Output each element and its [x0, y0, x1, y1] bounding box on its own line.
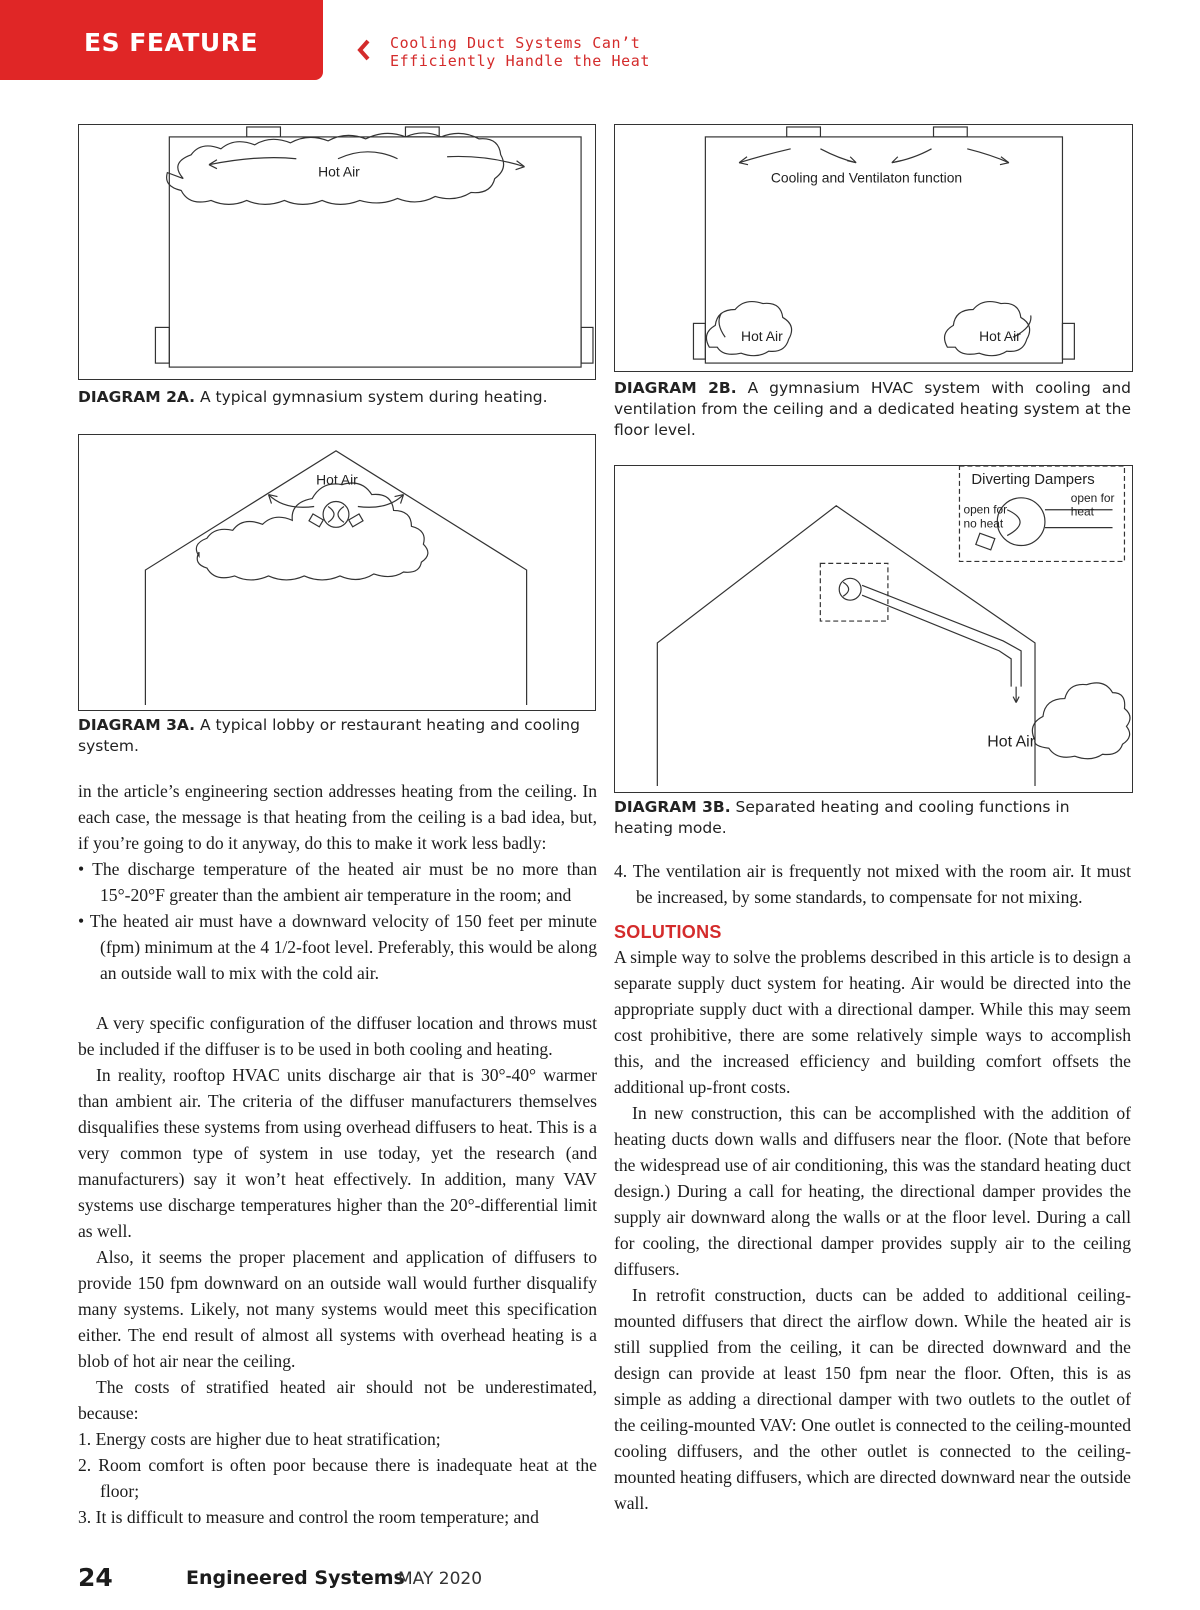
diagram-2a-hot-air-label: Hot Air	[318, 163, 360, 180]
caption-2a-text: A typical gymnasium system during heating.	[195, 388, 548, 406]
caption-3b-text: Separated heating and cooling functions in heating mode.	[614, 798, 1070, 837]
diagram-3b-open-heat-1: open for	[1070, 490, 1115, 505]
diagram-3b-open-noheat-2: no heat	[963, 516, 1004, 531]
issue-date: MAY 2020	[398, 1569, 483, 1589]
diagram-2a-drawing	[79, 125, 595, 379]
left-paragraph-1: in the article’s engineering section addresses heating from the ceiling. In each case, the message is that heating from the ceiling is a bad idea, but, if you’re going to do it anyway, do this to make it work less badly:	[78, 781, 597, 853]
breadcrumb-line-1: Cooling Duct Systems Can’t	[390, 34, 641, 52]
list-item-2: 2. Room comfort is often poor because there is inadequate heat at the floor;	[78, 1455, 597, 1501]
diagram-3a-drawing	[79, 435, 595, 710]
caption-2b-label: DIAGRAM 2B.	[614, 379, 737, 397]
breadcrumb-line-2: Efficiently Handle the Heat	[390, 52, 651, 70]
caption-2a-label: DIAGRAM 2A.	[78, 388, 196, 406]
diagram-2a	[78, 124, 596, 380]
diagram-3a-caption	[78, 715, 598, 757]
list-item-1: 1. Energy costs are higher due to heat stratification;	[78, 1429, 441, 1449]
diagram-3b-drawing	[615, 466, 1132, 792]
diagram-2b-hot-air-right: Hot Air	[979, 328, 1021, 345]
caption-3b-label: DIAGRAM 3B.	[614, 798, 731, 816]
diagram-3b-open-heat-2: heat	[1070, 504, 1094, 519]
diagram-2b-drawing	[615, 125, 1132, 371]
left-paragraph-2: A very specific configuration of the diffuser location and throws must be included if the diffuser is to be used in both cooling and heating.	[78, 1013, 597, 1059]
bullet-2: • The heated air must have a downward velocity of 150 feet per minute (fpm) minimum at the 4 1/2-foot level. Preferably, this would be along an outside wall to mix with the cold air.	[78, 911, 597, 983]
diagram-2b-caption	[614, 378, 1131, 441]
page-number: 24	[78, 1563, 113, 1592]
left-paragraph-3: In reality, rooftop HVAC units discharge air that is 30°-40° warmer than ambient air. The criteria of the diffuser manufacturers themselves disqualifies these systems from using overhead diffusers to heat. This is a very common type of system in use today, yet the research (and manufacturers) say it won’t heat effectively. In addition, many VAV systems use discharge temperatures higher than the 20°-differential limit as well.	[78, 1065, 597, 1241]
solutions-heading: SOLUTIONS	[614, 922, 722, 942]
diagram-2b	[614, 124, 1133, 372]
diagram-3a-hot-air-label: Hot Air	[316, 471, 358, 488]
left-paragraph-5: The costs of stratified heated air should not be underestimated, because:	[78, 1377, 597, 1423]
diagram-3b-title: Diverting Dampers	[971, 471, 1095, 488]
caption-2b-text: A gymnasium HVAC system with cooling and ventilation from the ceiling and a dedicated heating system at the floor level.	[614, 379, 1131, 439]
caption-3a-text: A typical lobby or restaurant heating and cooling system.	[78, 716, 580, 755]
list-item-4: 4. The ventilation air is frequently not mixed with the room air. It must be increased, by some standards, to compensate for not mixing.	[614, 861, 1131, 907]
right-paragraph-3: In retrofit construction, ducts can be added to additional ceiling-mounted diffusers that direct the airflow down. While the heated air is still supplied from the ceiling, it can be directed downward and the design can provide at least 150 fpm near the floor. Often, this is as simple as adding a directional damper with two outlets to the outlet of the ceiling-mounted VAV: One outlet is connected to the ceiling-mounted cooling diffusers, and the other outlet is connected to the ceiling-mounted heating diffusers, which are directed downward near the outside wall.	[614, 1285, 1131, 1513]
diagram-2a-caption	[78, 387, 598, 408]
diagram-3b-open-noheat-1: open for	[963, 502, 1008, 517]
diagram-2b-title: Cooling and Ventilaton function	[770, 169, 963, 186]
right-column	[614, 858, 1131, 1516]
breadcrumb[interactable]	[390, 34, 650, 70]
diagram-3a	[78, 434, 596, 711]
left-paragraph-4: Also, it seems the proper placement and application of diffusers to provide 150 fpm downward on an outside wall would further disqualify many systems. Likely, not many systems would meet this specification either. The end result of almost all systems with overhead heating is a blob of hot air near the ceiling.	[78, 1247, 597, 1371]
right-paragraph-2: In new construction, this can be accomplished with the addition of heating ducts down walls and diffusers near the floor. (Note that before the widespread use of air conditioning, this was the standard heating duct design.) During a call for heating, the directional damper provides the supply air downward along the walls or at the floor level. During a call for cooling, the directional damper provides supply air to the ceiling diffusers.	[614, 1103, 1131, 1279]
chevron-left-icon[interactable]	[356, 38, 372, 62]
left-column	[78, 778, 597, 1530]
bullet-1: • The discharge temperature of the heated air must be no more than 15°-20°F greater than the ambient air temperature in the room; and	[78, 859, 597, 905]
diagram-3b-caption	[614, 797, 1131, 839]
right-paragraph-1: A simple way to solve the problems described in this article is to design a separate supply duct system for heating. Air would be directed into the appropriate supply duct with a directional damper. While this may seem cost prohibitive, there are some relatively simple ways to accomplish this, and the increased efficiency and building comfort offsets the additional up-front costs.	[614, 947, 1131, 1097]
list-item-3: 3. It is difficult to measure and control the room temperature; and	[78, 1507, 539, 1527]
diagram-3b	[614, 465, 1133, 793]
publication-name: Engineered Systems	[186, 1567, 405, 1589]
diagram-3b-hot-air-label: Hot Air	[987, 733, 1035, 751]
caption-3a-label: DIAGRAM 3A.	[78, 716, 196, 734]
diagram-2b-hot-air-left: Hot Air	[741, 328, 783, 345]
section-label: ES FEATURE	[84, 28, 259, 57]
section-tab	[0, 0, 323, 80]
